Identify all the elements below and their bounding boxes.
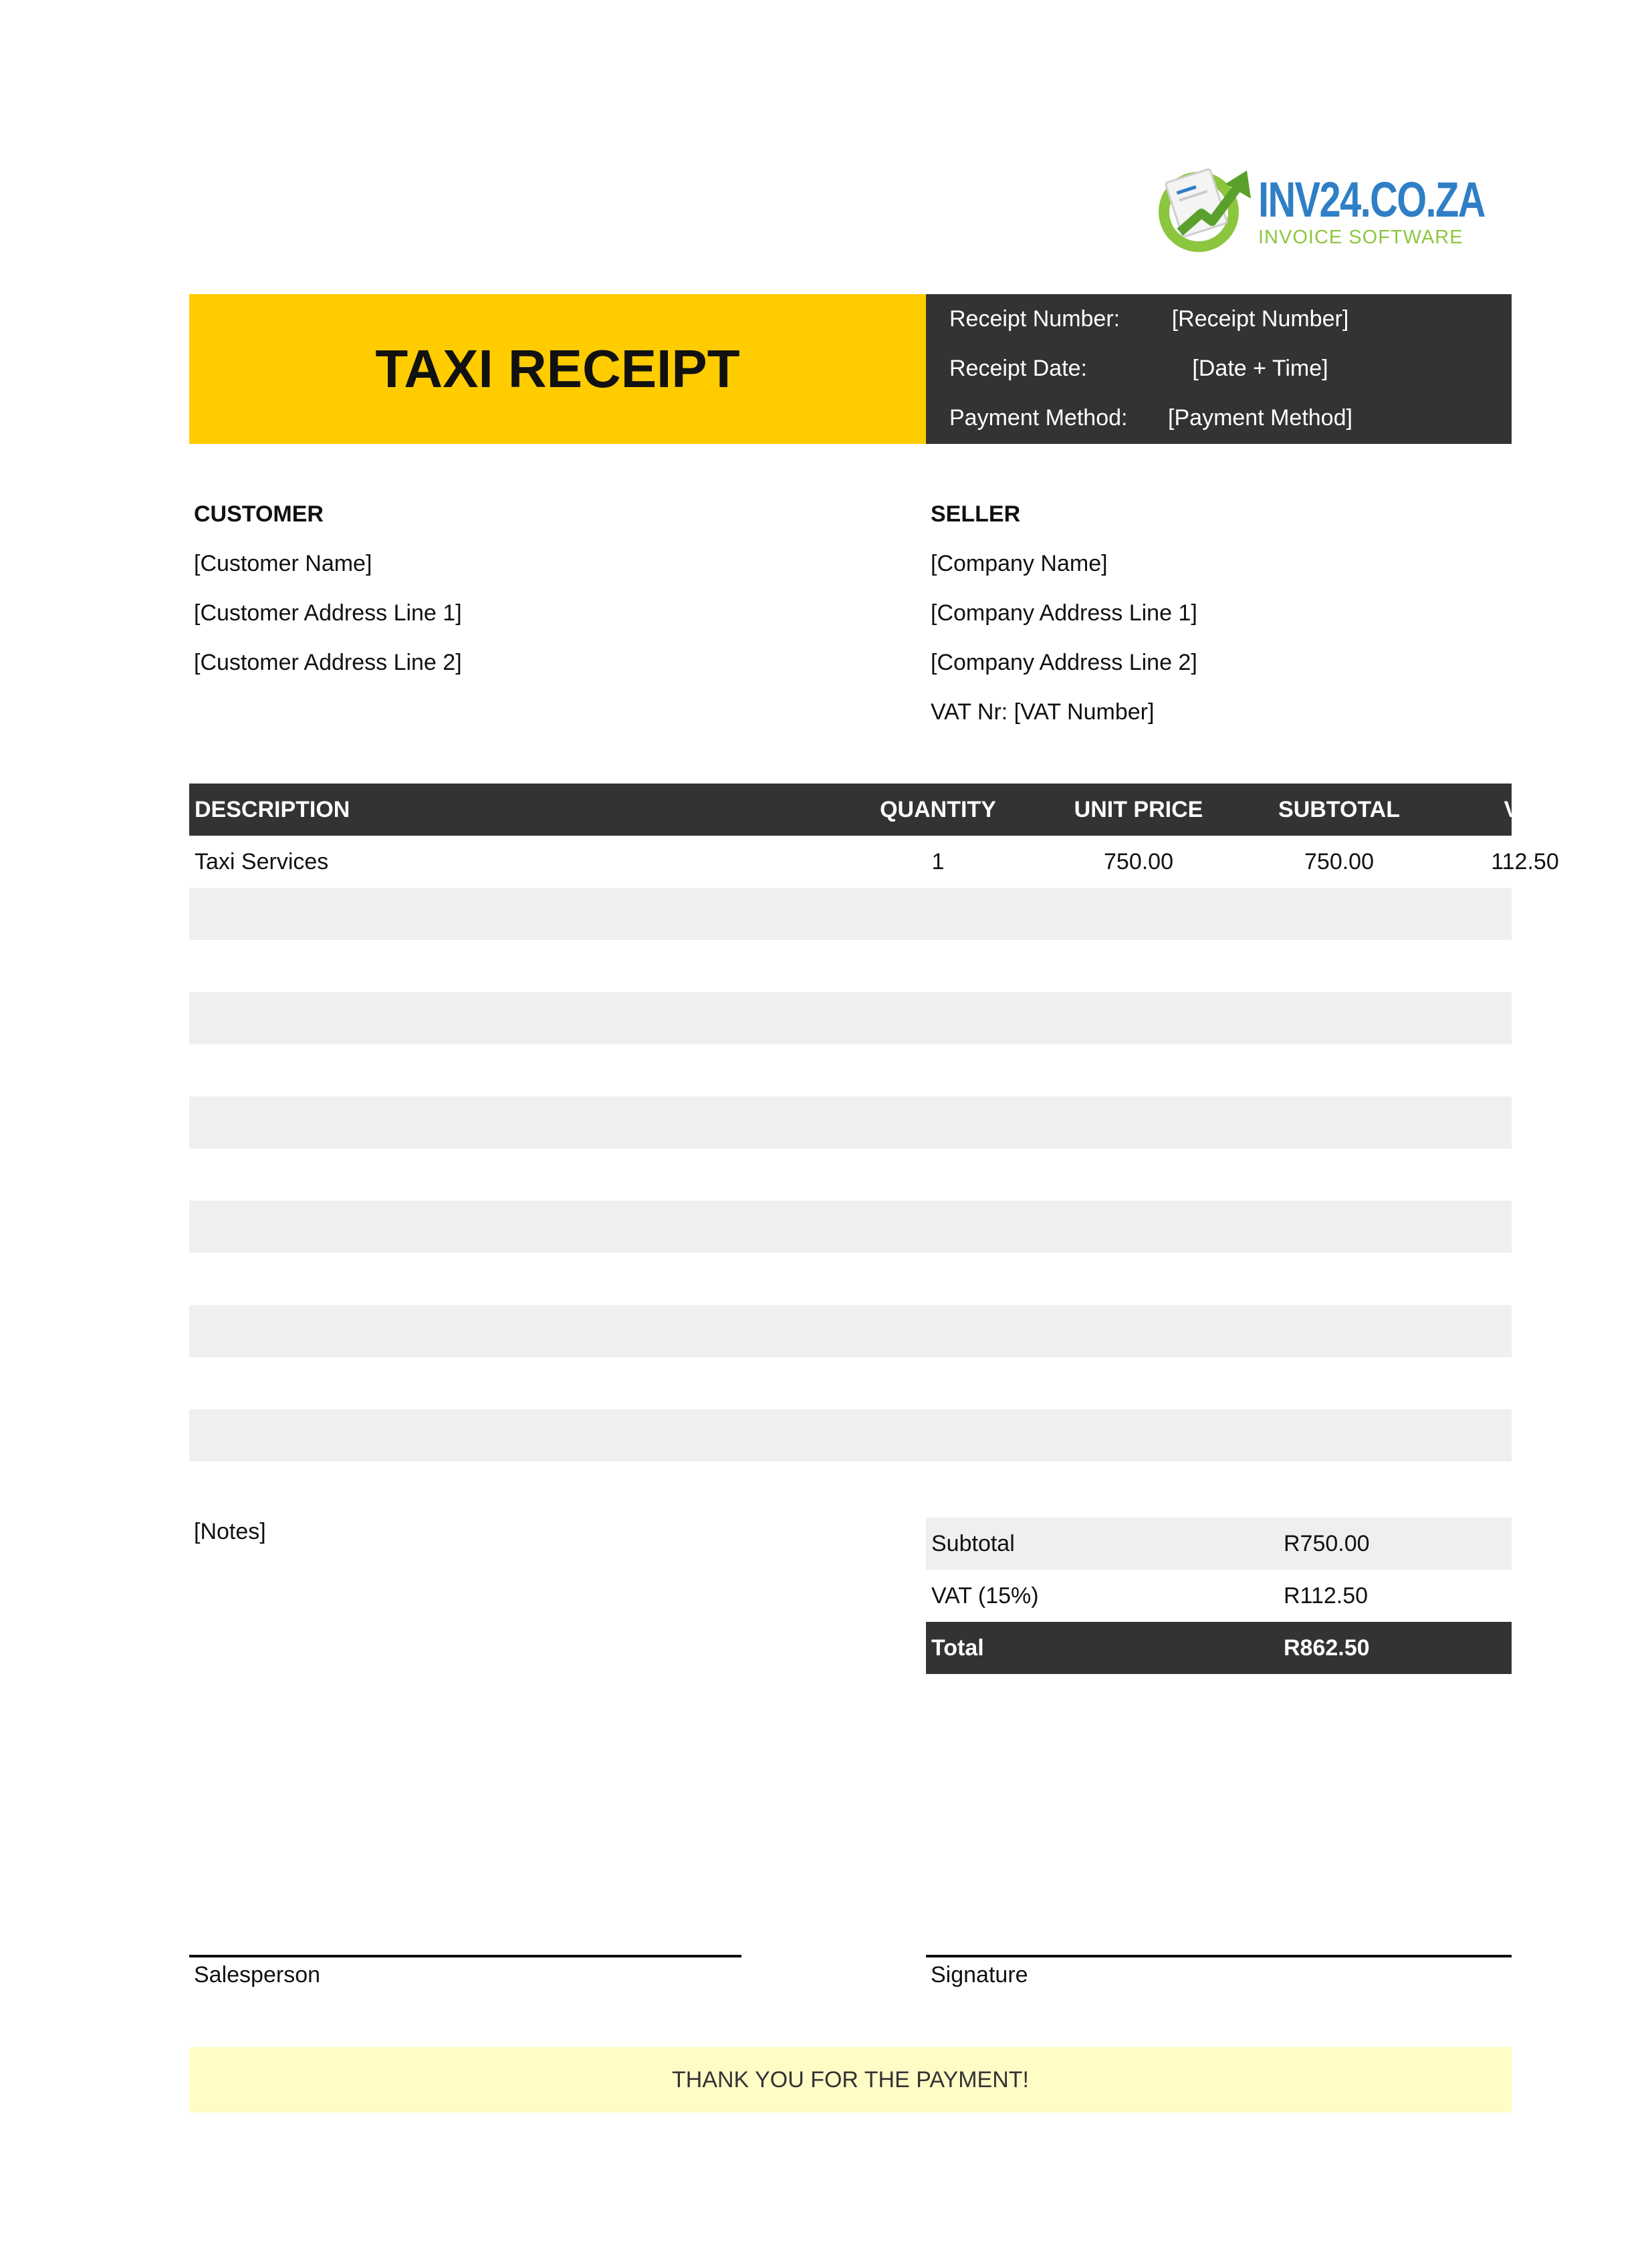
notes: [Notes] xyxy=(194,1519,266,1544)
meta-row-payment-method xyxy=(926,393,1512,443)
signature-label: Signature xyxy=(931,1962,1028,1988)
item-vat: 112.50 xyxy=(1491,849,1559,874)
logo-icon xyxy=(1147,157,1260,257)
meta-label: Receipt Number: xyxy=(949,306,1120,332)
table-row-empty xyxy=(189,1149,1512,1201)
table-row-empty xyxy=(189,888,1512,940)
logo-name: INV24.CO.ZA xyxy=(1258,172,1485,227)
vat-label: VAT (15%) xyxy=(931,1583,1039,1608)
vat-value: R112.50 xyxy=(1284,1583,1369,1608)
table-row xyxy=(189,836,1559,888)
page-title: TAXI RECEIPT xyxy=(375,339,740,398)
totals-vat-row xyxy=(926,1570,1512,1622)
table-row-empty xyxy=(189,1409,1512,1461)
col-description: DESCRIPTION xyxy=(195,797,350,822)
customer-address-line-1: [Customer Address Line 1] xyxy=(194,600,462,626)
meta-value: [Date + Time] xyxy=(1192,356,1328,381)
col-subtotal: SUBTOTAL xyxy=(1278,797,1400,822)
logo-tagline: INVOICE SOFTWARE xyxy=(1258,227,1463,248)
totals-block xyxy=(926,1518,1512,1674)
table-row-empty xyxy=(189,1253,1512,1305)
items-table xyxy=(189,784,1559,1461)
meta-value: [Payment Method] xyxy=(1168,405,1352,431)
seller-address-line-1: [Company Address Line 1] xyxy=(931,600,1197,626)
col-quantity: QUANTITY xyxy=(880,797,996,822)
table-row-empty xyxy=(189,940,1512,992)
totals-total-row xyxy=(926,1622,1512,1674)
salesperson-line xyxy=(189,1955,741,1957)
subtotal-label: Subtotal xyxy=(931,1531,1015,1556)
item-unit-price: 750.00 xyxy=(1104,849,1173,874)
item-description: Taxi Services xyxy=(195,849,329,874)
total-label: Total xyxy=(931,1635,984,1661)
thank-you-text: THANK YOU FOR THE PAYMENT! xyxy=(672,2066,1029,2093)
thank-you-banner xyxy=(189,2047,1512,2113)
meta-label: Receipt Date: xyxy=(949,356,1087,381)
seller-block xyxy=(931,489,1197,737)
col-unit-price: UNIT PRICE xyxy=(1074,797,1203,822)
subtotal-value: R750.00 xyxy=(1284,1531,1370,1556)
logo xyxy=(1258,172,1548,249)
col-vat: VAT xyxy=(1504,797,1546,822)
customer-heading: CUSTOMER xyxy=(194,501,324,527)
total-value: R862.50 xyxy=(1284,1635,1370,1661)
table-row-empty xyxy=(189,1096,1512,1149)
receipt-meta xyxy=(926,294,1512,444)
table-row-empty xyxy=(189,1357,1512,1409)
item-quantity: 1 xyxy=(931,849,945,874)
seller-heading: SELLER xyxy=(931,501,1021,527)
customer-address-line-2: [Customer Address Line 2] xyxy=(194,650,462,675)
seller-vat-number: VAT Nr: [VAT Number] xyxy=(931,699,1155,725)
meta-label: Payment Method: xyxy=(949,405,1128,431)
table-row-empty xyxy=(189,992,1512,1044)
seller-company-name: [Company Name] xyxy=(931,551,1108,576)
table-row-empty xyxy=(189,1044,1512,1096)
totals-subtotal-row xyxy=(926,1518,1512,1570)
customer-block xyxy=(194,489,462,687)
title-band xyxy=(189,294,926,444)
meta-row-receipt-number xyxy=(926,294,1512,344)
table-header xyxy=(189,784,1546,836)
meta-value: [Receipt Number] xyxy=(1171,306,1349,332)
seller-address-line-2: [Company Address Line 2] xyxy=(931,650,1197,675)
meta-row-receipt-date xyxy=(926,344,1512,393)
salesperson-label: Salesperson xyxy=(194,1962,321,1988)
table-row-empty xyxy=(189,1201,1512,1253)
table-row-empty xyxy=(189,1305,1512,1357)
customer-name: [Customer Name] xyxy=(194,551,372,576)
item-subtotal: 750.00 xyxy=(1304,849,1374,874)
signature-line xyxy=(926,1955,1512,1957)
